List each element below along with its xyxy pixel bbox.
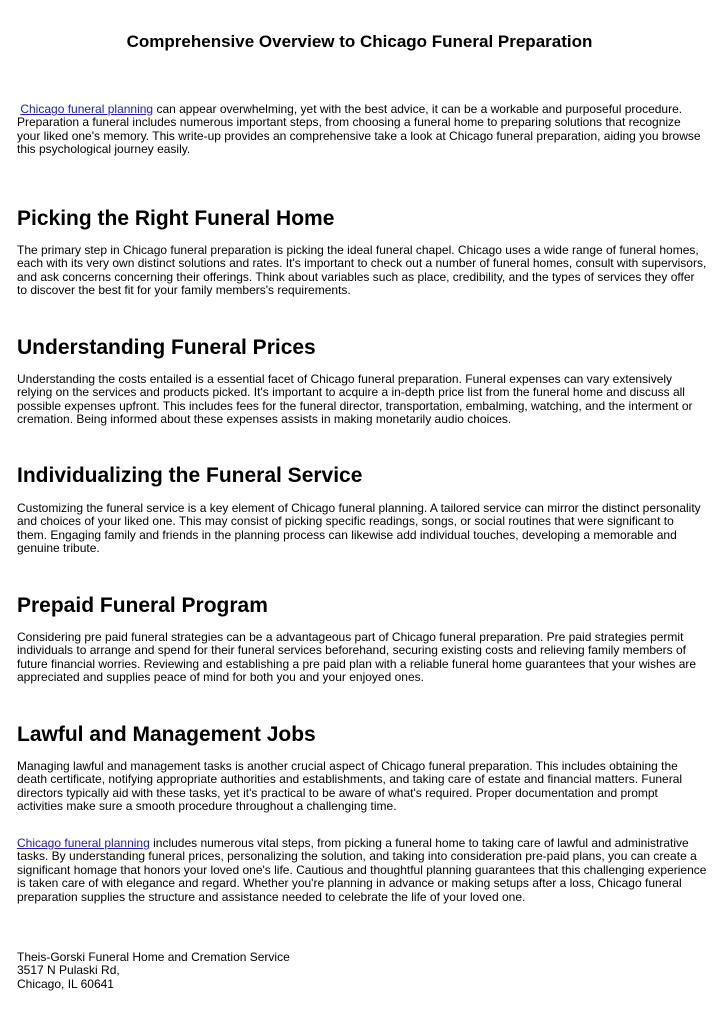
conclusion-link[interactable]: Chicago funeral planning [17,836,150,850]
intro-text: can appear overwhelming, yet with the best advice, it can be a workable and purposeful procedure. Preparation a funeral includes numerous important steps, from choosing a funeral home to preparing solutions that recognize your liked one's memory. This write-up provides an comprehensive take a look at Chicago funeral preparation, aiding you browse this psychological journey easily. [17,102,701,157]
section-body: Understanding the costs entailed is a essential facet of Chicago funeral preparation. Funeral expenses can vary extensively relying on the services and products picked. It's important to acquire a in-depth price list from the funeral home and discuss all possible expenses upfront. This includes fees for the funeral director, transportation, embalming, watching, and the interment or cremation. Being informed about these expenses assists in making monetarily audio choices. [17,372,693,427]
address-block [17,951,517,991]
conclusion-paragraph [17,837,707,904]
section-body: The primary step in Chicago funeral preparation is picking the ideal funeral chapel. Chicago uses a wide range of funeral homes, each with its very own distinct solutions and rates. It's important to check out a number of funeral homes, consult with supervisors, and ask concerns concerning their offerings. Think about variables such as place, credibility, and the types of services they offer to discover the best fit for your family members's requirements. [17,243,707,298]
conclusion-text: includes numerous vital steps, from picking a funeral home to taking care of lawful and administrative tasks. By understanding funeral prices, personalizing the solution, and taking into consideration pre-paid plans, you can create a significant homage that honors your loved one's life. Cautious and thoughtful planning guarantees that this challenging experience is taken care of with elegance and regard. Whether you're planning in advance or making setups after a loss, Chicago funeral preparation supplies the structure and assistance needed to celebrate the life of your loved one. [17,836,707,904]
section-heading: Individualizing the Funeral Service [17,464,363,487]
section-heading: Lawful and Management Jobs [17,723,316,746]
city-state-zip: Chicago, IL 60641 [17,976,114,991]
intro-link[interactable]: Chicago funeral planning [20,102,154,116]
page-title: Comprehensive Overview to Chicago Funeral Preparation [126,32,593,51]
section-heading: Picking the Right Funeral Home [17,207,335,230]
section-heading: Understanding Funeral Prices [17,336,316,359]
street-address: 3517 N Pulaski Rd, [17,963,120,978]
section-heading: Prepaid Funeral Program [17,594,268,617]
section-body: Managing lawful and management tasks is another crucial aspect of Chicago funeral preparation. This includes obtaining the death certificate, notifying appropriate authorities and establishments, and taking care of estate and financial matters. Funeral directors typically aid with these tasks, yet it's practical to be aware of what's required. Proper documentation and prompt activities make sure a smooth procedure throughout a challenging time. [17,759,683,814]
business-name: Theis-Gorski Funeral Home and Cremation Service [17,950,290,964]
section-body: Customizing the funeral service is a key element of Chicago funeral planning. A tailored service can mirror the distinct personality and choices of your liked one. This may consist of picking specific readings, songs, or social routines that were significant to them. Engaging family and friends in the planning process can likewise add individual touches, developing a memorable and genuine tribute. [17,501,701,556]
intro-paragraph [17,103,707,157]
section-body: Considering pre paid funeral strategies can be a advantageous part of Chicago funeral preparation. Pre paid strategies permit individuals to arrange and spend for their funeral services beforehand, securing existing costs and relieving family members of future financial worries. Reviewing and establishing a pre paid plan with a reliable funeral home guarantees that your wishes are appreciated and supplies peace of mind for both you and your enjoyed ones. [17,630,697,685]
